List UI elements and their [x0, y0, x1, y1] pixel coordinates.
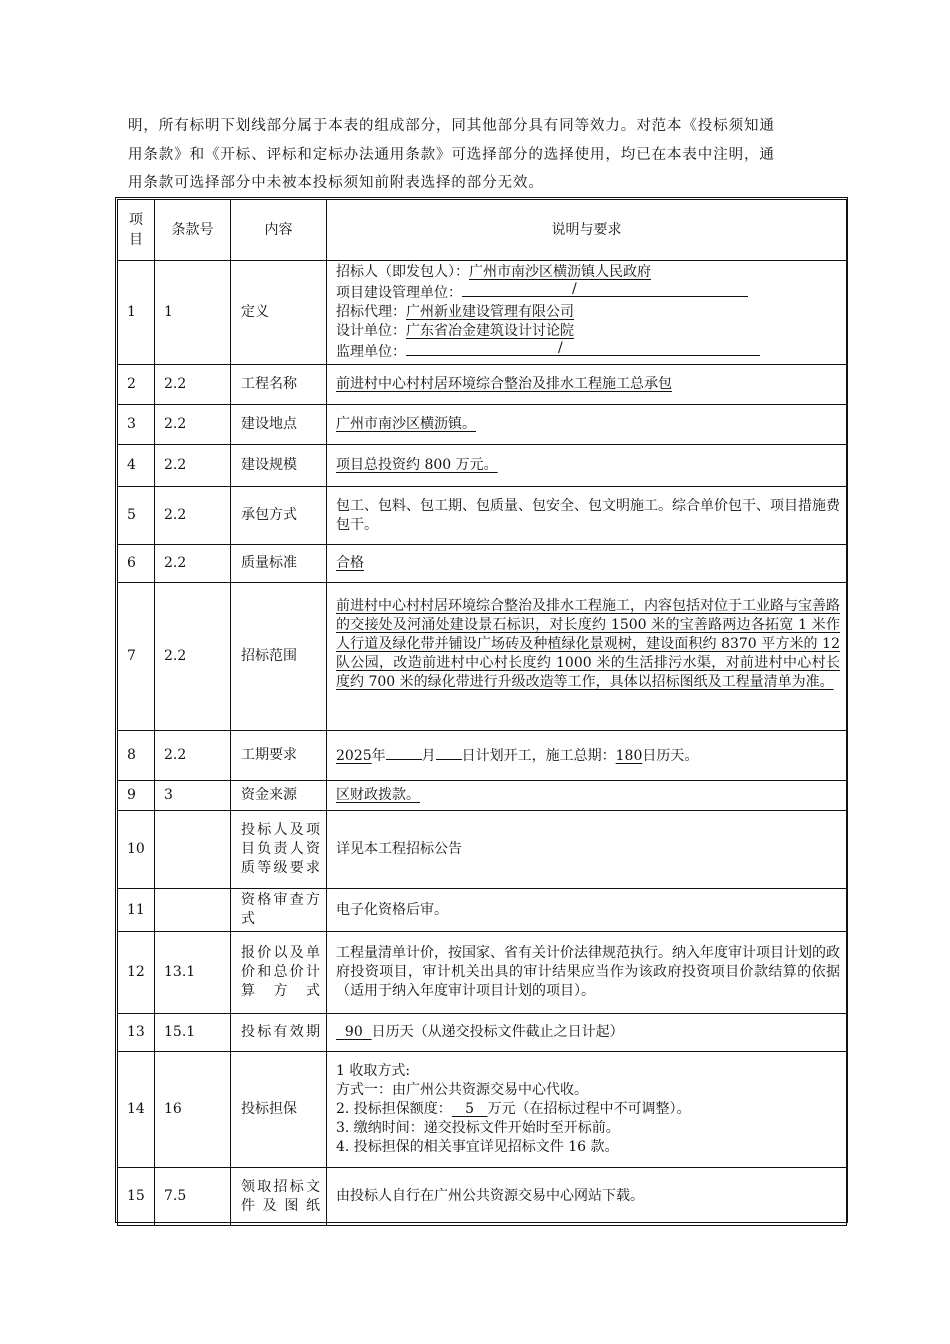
- table-row: [118, 889, 847, 932]
- row-clause: 2.2: [155, 445, 231, 487]
- row-clause: 2.2: [155, 365, 231, 405]
- row-desc: [327, 731, 847, 781]
- row-content: 工程名称: [231, 365, 327, 405]
- duration: 180: [615, 748, 643, 764]
- month-blank: [386, 745, 422, 760]
- row-content: 领取招标文件及图纸: [231, 1168, 327, 1226]
- mgmt-blank: /: [462, 282, 748, 297]
- table-row: [118, 487, 847, 545]
- location: 广州市南沙区横沥镇。: [336, 416, 476, 432]
- scale: 项目总投资约 800 万元。: [336, 457, 498, 473]
- supervisor-blank: /: [406, 341, 760, 356]
- row-desc: [327, 1052, 847, 1168]
- row-content: 资格审查方式: [231, 889, 327, 932]
- table-row: [118, 365, 847, 405]
- header-clause: 条款号: [155, 200, 231, 261]
- row-content: 建设规模: [231, 445, 327, 487]
- row-item: 14: [118, 1052, 155, 1168]
- row-item: 11: [118, 889, 155, 932]
- start-year: 2025: [336, 748, 372, 764]
- table-row: [118, 261, 847, 365]
- row-clause: 15.1: [155, 1014, 231, 1052]
- row-clause: 7.5: [155, 1168, 231, 1226]
- guarantee-line: 4. 投标担保的相关事宜详见招标文件 16 款。: [336, 1139, 619, 1155]
- duration-unit: 日历天。: [642, 748, 699, 764]
- row-item: 9: [118, 781, 155, 811]
- table-row: [118, 1168, 847, 1226]
- scope: 前进村中心村村居环境综合整治及排水工程施工，内容包括对位于工业路与宝善路的交接处及河涌处建设景石标识，对长度约 1500 米的宝善路两边各拓宽 1 米作人行道及绿化带并铺设广场砖及种植绿化景观树，建设面积约 8370 平方米的 12 队公园，改造前进村中心村长度约 1000 米的生活排污水渠，对前进村中心村长度约 700 米的绿化带进行升级改造等工作，具体以招标图纸及工程量清单为准。: [336, 598, 840, 690]
- design-label: 设计单位：: [336, 323, 406, 339]
- intro-paragraph: [128, 112, 844, 198]
- row-item: 6: [118, 545, 155, 583]
- row-clause: 2.2: [155, 731, 231, 781]
- row-item: 8: [118, 731, 155, 781]
- guarantee-amount: 5: [465, 1101, 475, 1117]
- row-content: 承包方式: [231, 487, 327, 545]
- row-desc: [327, 583, 847, 731]
- table-row: [118, 405, 847, 445]
- row-content: 建设地点: [231, 405, 327, 445]
- table-row: [118, 1014, 847, 1052]
- row-desc: [327, 365, 847, 405]
- row-desc: [327, 261, 847, 365]
- row-content: 投标人及项目负责人资质等级要求: [231, 811, 327, 889]
- table-header-row: [118, 200, 847, 261]
- row-content: 定义: [231, 261, 327, 365]
- quality: 合格: [336, 555, 364, 571]
- row-content: 投标有效期: [231, 1014, 327, 1052]
- row-content: 投标担保: [231, 1052, 327, 1168]
- guarantee-line: 3. 缴纳时间：递交投标文件开始时至开标前。: [336, 1120, 620, 1136]
- tenderer-label: 招标人（即发包人）：: [336, 264, 469, 280]
- year-unit: 年: [371, 748, 386, 764]
- row-desc: [327, 545, 847, 583]
- funding: 区财政拨款。: [336, 787, 420, 803]
- row-desc: 电子化资格后审。: [327, 889, 847, 932]
- table-row: [118, 1052, 847, 1168]
- row-desc: [327, 445, 847, 487]
- intro-line: 明，所有标明下划线部分属于本表的组成部分，同其他部分具有同等效力。对范本《投标须知通: [128, 118, 775, 134]
- tender-notice-table: [117, 199, 847, 1226]
- row-clause: [155, 811, 231, 889]
- day-blank: [436, 745, 462, 760]
- validity-text: 日历天（从递交投标文件截止之日计起）: [371, 1024, 624, 1040]
- table-row: [118, 932, 847, 1014]
- row-desc: [327, 1014, 847, 1052]
- row-desc: 工程量清单计价，按国家、省有关计价法律规范执行。纳入年度审计项目计划的政府投资项目，审计机关出具的审计结果应当作为该政府投资项目价款结算的依据（适用于纳入年度审计项目计划的项目）。: [327, 932, 847, 1014]
- guarantee-line: 1 收取方式:: [336, 1063, 411, 1079]
- row-item: 12: [118, 932, 155, 1014]
- row-content: 工期要求: [231, 731, 327, 781]
- row-clause: [155, 889, 231, 932]
- table-row: [118, 781, 847, 811]
- row-desc: 由投标人自行在广州公共资源交易中心网站下载。: [327, 1168, 847, 1226]
- row-clause: 1: [155, 261, 231, 365]
- row-clause: 2.2: [155, 583, 231, 731]
- agent-label: 招标代理：: [336, 304, 406, 320]
- supervisor-label: 监理单位：: [336, 344, 406, 360]
- project-name: 前进村中心村村居环境综合整治及排水工程施工总承包: [336, 376, 672, 392]
- month-unit: 月: [421, 748, 436, 764]
- table-row: [118, 583, 847, 731]
- day-text: 日计划开工，施工总期：: [461, 748, 616, 764]
- header-item: 项目: [118, 200, 155, 261]
- row-item: 15: [118, 1168, 155, 1226]
- row-content: 质量标准: [231, 545, 327, 583]
- intro-line: 用条款》和《开标、评标和定标办法通用条款》可选择部分的选择使用，均已在本表中注明，通: [128, 146, 775, 163]
- header-content: 内容: [231, 200, 327, 261]
- row-desc: 包工、包料、包工期、包质量、包安全、包文明施工。综合单价包干、项目措施费包干。: [327, 487, 847, 545]
- row-clause: 13.1: [155, 932, 231, 1014]
- row-item: 4: [118, 445, 155, 487]
- row-clause: 2.2: [155, 545, 231, 583]
- row-desc: [327, 405, 847, 445]
- row-item: 2: [118, 365, 155, 405]
- agent-value: 广州新业建设管理有限公司: [406, 304, 574, 320]
- table-row: [118, 445, 847, 487]
- guarantee-line: 方式一：由广州公共资源交易中心代收。: [336, 1082, 588, 1098]
- row-item: 5: [118, 487, 155, 545]
- table-row: [118, 811, 847, 889]
- row-content: 招标范围: [231, 583, 327, 731]
- row-item: 10: [118, 811, 155, 889]
- design-value: 广东省冶金建筑设计讨论院: [406, 323, 574, 339]
- row-content: 报价以及单价和总价计算方式: [231, 932, 327, 1014]
- row-clause: 16: [155, 1052, 231, 1168]
- row-desc: [327, 781, 847, 811]
- mgmt-label: 项目建设管理单位：: [336, 285, 462, 301]
- row-item: 13: [118, 1014, 155, 1052]
- table-row: [118, 731, 847, 781]
- row-content: 资金来源: [231, 781, 327, 811]
- row-clause: 3: [155, 781, 231, 811]
- intro-line: 用条款可选择部分中未被本投标须知前附表选择的部分无效。: [128, 175, 544, 191]
- tenderer-value: 广州市南沙区横沥镇人民政府: [469, 264, 651, 280]
- row-desc: 详见本工程招标公告: [327, 811, 847, 889]
- row-clause: 2.2: [155, 405, 231, 445]
- guarantee-line: 2. 投标担保额度： 5 万元（在招标过程中不可调整）。: [336, 1101, 691, 1117]
- row-item: 3: [118, 405, 155, 445]
- row-clause: 2.2: [155, 487, 231, 545]
- header-desc: 说明与要求: [327, 200, 847, 261]
- row-item: 1: [118, 261, 155, 365]
- validity-days: 90: [344, 1024, 363, 1040]
- table-row: [118, 545, 847, 583]
- row-item: 7: [118, 583, 155, 731]
